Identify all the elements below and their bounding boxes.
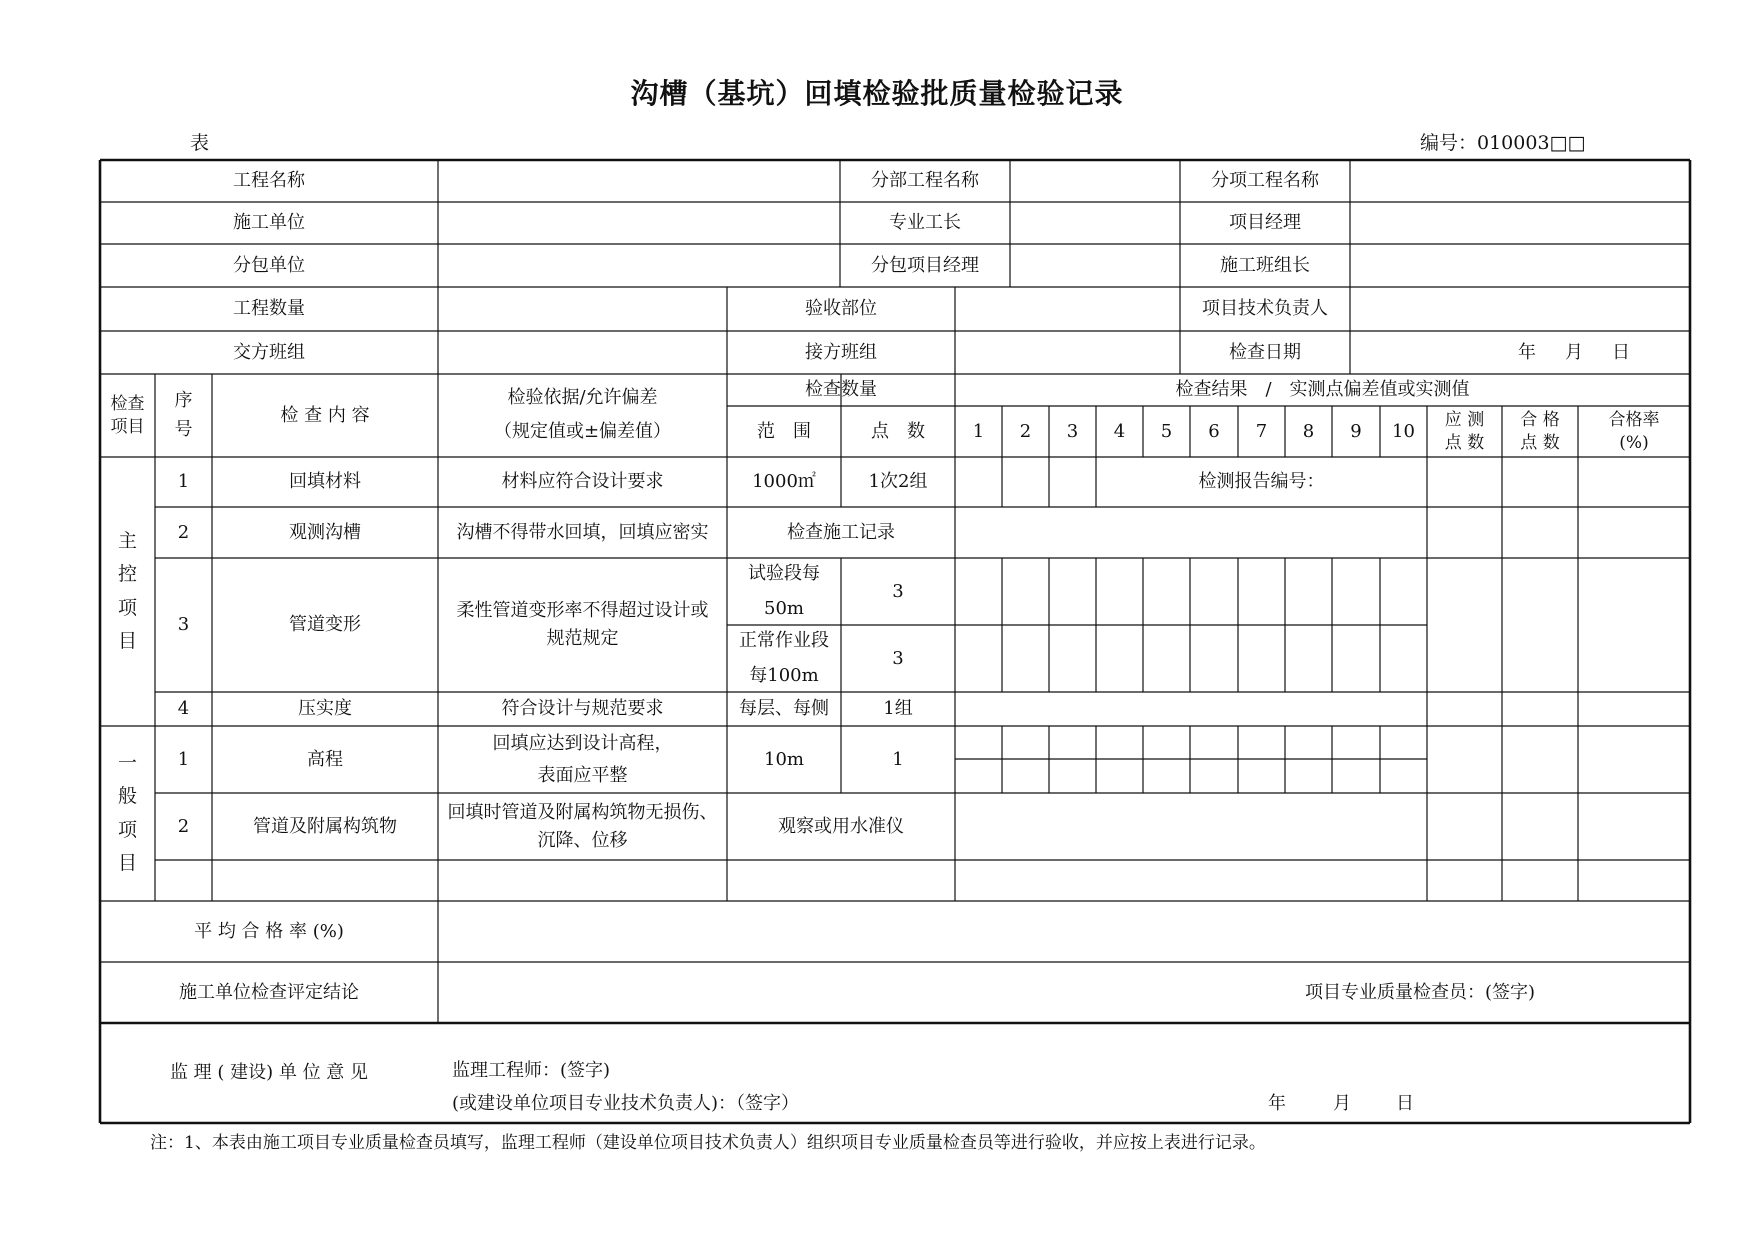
point-col-9: 9 — [1350, 420, 1362, 442]
main-row3-sub1-range: 试验段每50m — [748, 563, 820, 619]
label-project-name: 工程名称 — [233, 170, 305, 192]
main-row3-content: 管道变形 — [289, 614, 361, 636]
label-foreman: 专业工长 — [889, 212, 961, 234]
main-row4-range: 每层、每侧 — [739, 698, 829, 720]
point-col-4: 4 — [1113, 420, 1126, 442]
general-row1-no: 1 — [177, 748, 190, 770]
date-year: 年 — [1518, 341, 1536, 363]
serial-number: 编号：010003□□ — [1420, 132, 1586, 154]
label-project-manager: 项目经理 — [1229, 212, 1301, 234]
header-content: 检 查 内 容 — [280, 404, 370, 426]
point-col-5: 5 — [1160, 420, 1173, 442]
label-average-pass-rate: 平 均 合 格 率 (%) — [194, 920, 344, 942]
main-row2-method: 检查施工记录 — [787, 521, 895, 543]
footer-date-day: 日 — [1396, 1093, 1414, 1115]
label-inspection-date: 检查日期 — [1229, 341, 1301, 363]
label-construction-unit: 施工单位 — [233, 212, 305, 234]
quality-inspector-signature: 项目专业质量检查员：(签字) — [1304, 981, 1536, 1003]
general-row1-content: 高程 — [307, 748, 343, 770]
main-row4-content: 压实度 — [298, 698, 352, 720]
main-row1-report-no: 检测报告编号： — [1198, 471, 1325, 493]
point-col-6: 6 — [1208, 420, 1220, 442]
label-crew-leader: 施工班组长 — [1220, 254, 1310, 276]
general-row2-basis: 回填时管道及附属构筑物无损伤、沉降、位移 — [447, 801, 718, 851]
footnote: 注：1、本表由施工项目专业质量检查员填写，监理工程师（建设单位项目技术负责人）组织项目专业质量检查员等进行验收，并应按上表进行记录。 — [150, 1133, 1266, 1153]
main-row2-no: 2 — [177, 521, 190, 543]
main-row2-content: 观测沟槽 — [289, 521, 361, 543]
label-acceptance-location: 验收部位 — [805, 298, 877, 320]
header-check-item: 检查项目 — [110, 393, 145, 437]
point-col-8: 8 — [1302, 420, 1315, 442]
main-row1-range: 1000㎡ — [752, 471, 816, 493]
main-row3-sub1-points: 3 — [892, 580, 904, 602]
main-row3-basis: 柔性管道变形率不得超过设计或规范规定 — [456, 600, 709, 649]
date-month: 月 — [1565, 341, 1583, 363]
main-row4-no: 4 — [177, 698, 190, 720]
main-row2-basis: 沟槽不得带水回填，回填应密实 — [456, 521, 709, 543]
general-row2-content: 管道及附属构筑物 — [253, 815, 397, 837]
general-row1-basis-line1: 回填应达到设计高程， — [492, 733, 673, 755]
page-title: 沟槽（基坑）回填检验批质量检验记录 — [630, 77, 1124, 110]
label-supervision-opinion: 监 理 ( 建设) 单 位 意 见 — [169, 1062, 369, 1084]
label-division-name: 分部工程名称 — [871, 170, 979, 192]
main-row4-basis: 符合设计与规范要求 — [501, 698, 664, 720]
header-required-points: 应 测 点 数 — [1444, 409, 1485, 453]
label-tech-lead: 项目技术负责人 — [1202, 298, 1328, 320]
header-passed-points: 合 格 点 数 — [1520, 409, 1560, 453]
date-day: 日 — [1612, 341, 1630, 363]
general-row1-basis-line2: 表面应平整 — [537, 765, 628, 787]
general-label: 一般项目 — [117, 752, 137, 874]
label-receiving-team: 接方班组 — [805, 341, 877, 363]
footer-date-year: 年 — [1268, 1093, 1286, 1115]
label-construction-conclusion: 施工单位检查评定结论 — [179, 981, 359, 1003]
owner-tech-lead-signature: (或建设单位项目专业技术负责人)：（签字） — [452, 1093, 800, 1115]
general-row1-points: 1 — [892, 748, 904, 770]
label-subcontractor: 分包单位 — [233, 254, 305, 276]
main-control-label: 主控项目 — [117, 530, 137, 652]
point-col-3: 3 — [1066, 420, 1079, 442]
main-row1-points: 1次2组 — [868, 471, 928, 493]
label-handover-team: 交方班组 — [233, 341, 305, 363]
main-row1-no: 1 — [177, 471, 190, 493]
general-row2-no: 2 — [177, 815, 190, 837]
header-points: 点 数 — [871, 420, 925, 442]
general-row1-range: 10m — [764, 748, 804, 770]
main-row3-sub2-range: 正常作业段每100m — [739, 630, 829, 686]
header-basis-line1: 检验依据/允许偏差 — [507, 387, 658, 409]
general-row2-method: 观察或用水准仪 — [778, 815, 904, 837]
table-label: 表 — [190, 132, 210, 154]
label-subitem-name: 分项工程名称 — [1211, 170, 1319, 192]
header-check-result: 检查结果 / 实测点偏差值或实测值 — [1175, 379, 1470, 401]
label-quantity: 工程数量 — [233, 298, 305, 320]
point-col-10: 10 — [1392, 420, 1415, 442]
header-seq: 序号 — [174, 389, 193, 440]
header-range: 范 围 — [757, 420, 811, 442]
main-row3-sub2-points: 3 — [892, 647, 904, 669]
header-basis-line2: （规定值或±偏差值） — [493, 421, 672, 443]
supervising-engineer-signature: 监理工程师：(签字) — [452, 1060, 611, 1082]
header-pass-rate: 合格率 (%) — [1608, 409, 1660, 453]
label-sub-project-manager: 分包项目经理 — [871, 254, 979, 276]
main-row1-content: 回填材料 — [289, 471, 361, 493]
main-row4-points: 1组 — [883, 698, 913, 720]
main-row3-no: 3 — [177, 614, 190, 636]
point-col-7: 7 — [1255, 420, 1268, 442]
main-row1-basis: 材料应符合设计要求 — [501, 471, 664, 493]
point-col-1: 1 — [972, 420, 985, 442]
footer-date-month: 月 — [1333, 1093, 1351, 1115]
header-check-quantity: 检查数量 — [805, 379, 877, 401]
point-col-2: 2 — [1019, 420, 1032, 442]
